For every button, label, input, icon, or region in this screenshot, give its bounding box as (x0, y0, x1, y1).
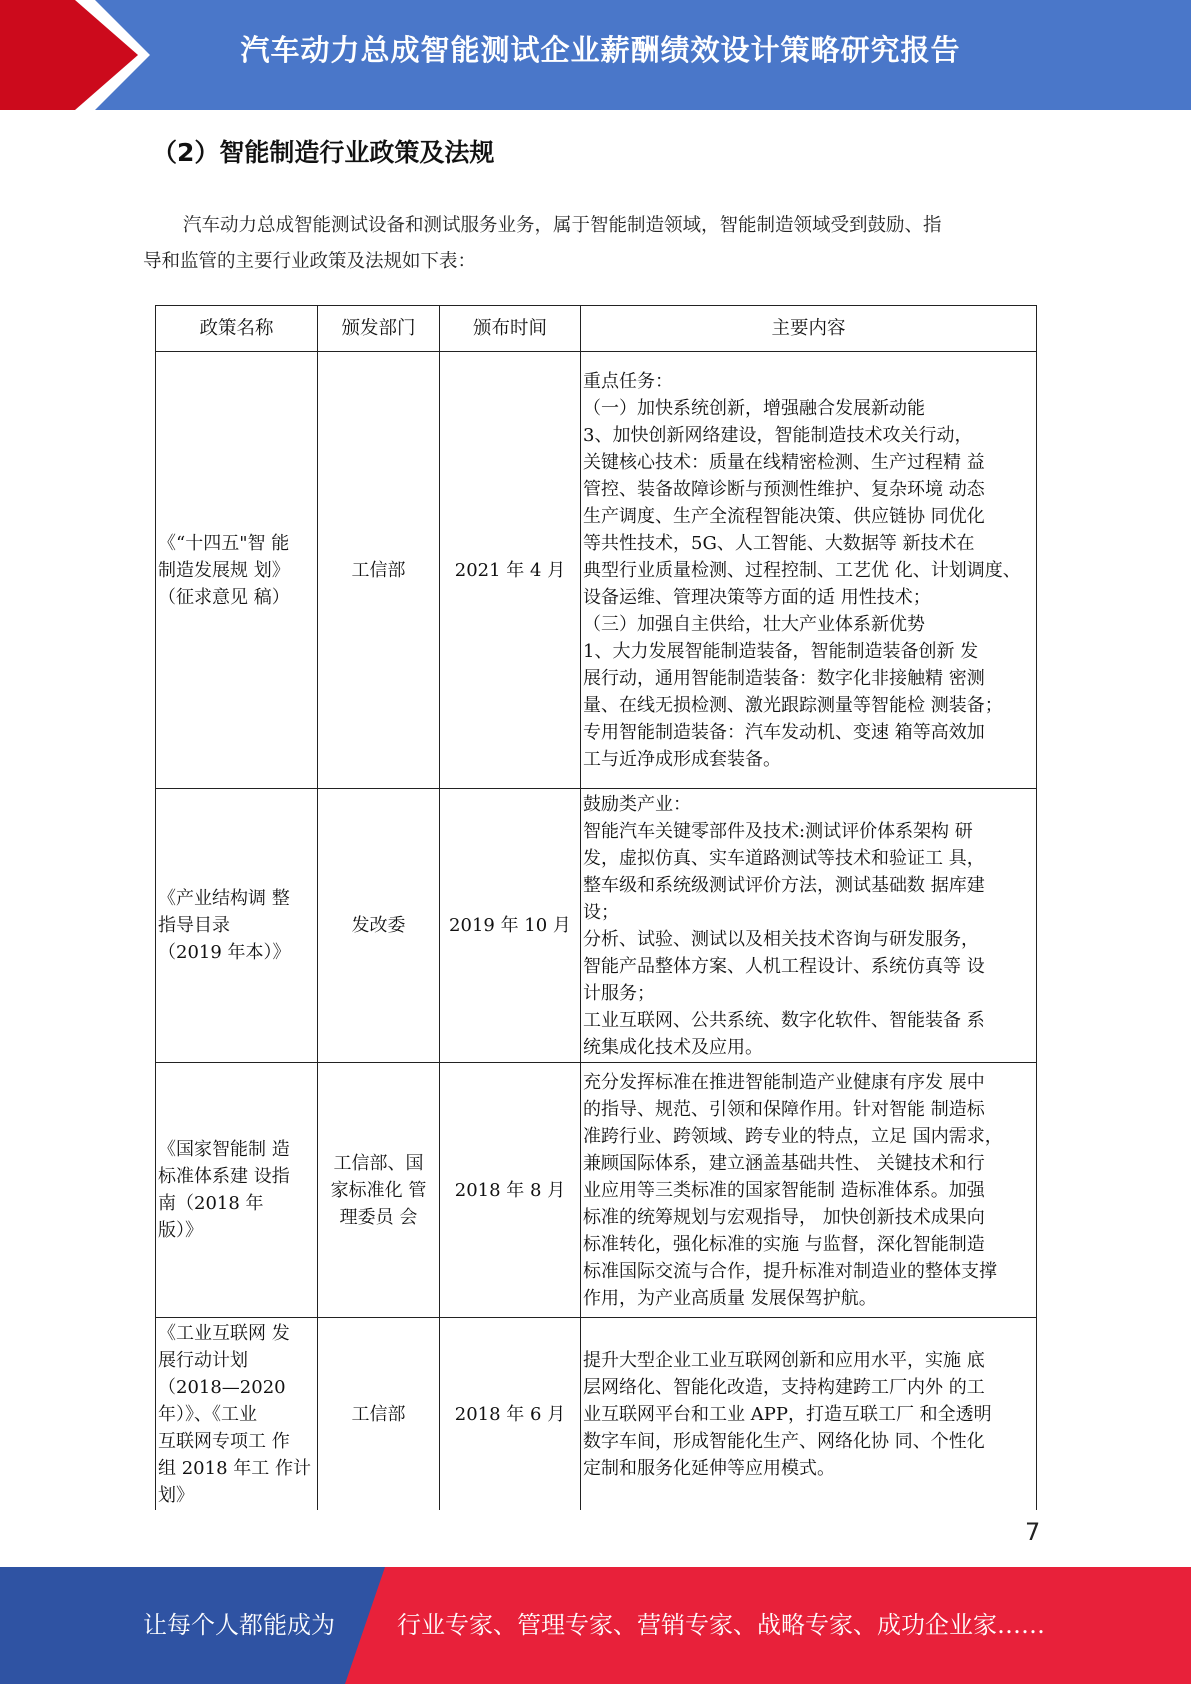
policy-name-line: 划》 (158, 1484, 194, 1506)
content-line: 等共性技术，5G、人工智能、大数据等 新技术在 (583, 532, 975, 554)
policy-name-line: 《国家智能制 造 (158, 1139, 290, 1160)
policy-name-line: 展行动计划 (158, 1349, 248, 1371)
content-cell (581, 1063, 1037, 1318)
content-line: 定制和服务化延伸等应用模式。 (583, 1457, 835, 1479)
policy-name-line: 版）》 (158, 1220, 203, 1241)
content-line: （一）加快系统创新，增强融合发展新动能 (583, 397, 925, 419)
content-line: （三）加强自主供给，壮大产业体系新优势 (583, 613, 925, 635)
policy-name-line: （2019 年本）》 (158, 942, 291, 963)
table-row (156, 352, 1037, 789)
content-cell (581, 789, 1037, 1063)
intro-paragraph (143, 208, 1045, 280)
department-line: 家标准化 管 (330, 1179, 427, 1201)
policy-name-line: 组 2018 年工 作计 (158, 1457, 311, 1479)
content-cell (581, 1318, 1037, 1511)
content-line: 业互联网平台和工业 APP，打造互联工厂 和全透明 (583, 1403, 992, 1425)
content-line: 计服务； (583, 982, 655, 1004)
table-row (156, 1318, 1037, 1511)
policy-table (155, 305, 1037, 1510)
header-date: 颁布时间 (440, 306, 581, 352)
department-line: 发改委 (351, 915, 406, 936)
footer-slogan-right: 行业专家、管理专家、营销专家、战略专家、成功企业家…… (397, 1611, 1045, 1639)
policy-name-line: 标准体系建 设指 (158, 1166, 290, 1187)
content-line: 标准的统筹规划与宏观指导， 加快创新技术成果向 (583, 1206, 985, 1228)
content-line: 整车级和系统级测试评价方法，测试基础数 据库建 (583, 874, 985, 896)
content-line: 3、加快创新网络建设，智能制造技术攻关行动， (583, 424, 973, 446)
policy-name-line: 《“十四五"智 能 (158, 532, 290, 554)
footer-slogan-left: 让每个人都能成为 (143, 1611, 335, 1639)
table-row (156, 1063, 1037, 1318)
content-line: 数字车间，形成智能化生产、网络化协 同、个性化 (583, 1430, 985, 1452)
content-line: 发，虚拟仿真、实车道路测试等技术和验证工 具， (583, 847, 985, 869)
content-line: 提升大型企业工业互联网创新和应用水平，实施 底 (583, 1349, 985, 1371)
content-line: 准跨行业、跨领域、跨专业的特点，立足 国内需求， (583, 1125, 1003, 1147)
date-cell: 2018 年 6 月 (440, 1318, 581, 1511)
content-line: 工与近净成形成套装备。 (583, 748, 781, 770)
department-cell (318, 352, 440, 789)
policy-name-line: （2018—2020 (158, 1376, 286, 1398)
policy-name-line: 互联网专项工 作 (158, 1430, 290, 1452)
content-line: 设备运维、管理决策等方面的适 用性技术； (583, 586, 931, 608)
content-line: 典型行业质量检测、过程控制、工艺优 化、计划调度、 (583, 559, 1021, 581)
department-cell (318, 1318, 440, 1511)
header-policy-name: 政策名称 (156, 306, 318, 352)
report-title: 汽车动力总成智能测试企业薪酬绩效设计策略研究报告 (240, 33, 961, 67)
content-line: 层网络化、智能化改造，支持构建跨工厂内外 的工 (583, 1376, 985, 1398)
department-line: 工信部、国 (333, 1152, 424, 1174)
policy-name-line: 《产业结构调 整 (158, 888, 290, 909)
department-line: 理委员 会 (339, 1206, 418, 1228)
department-cell (318, 789, 440, 1063)
section-title: （2）智能制造行业政策及法规 (152, 138, 495, 167)
content-line: 量、在线无损检测、激光跟踪测量等智能检 测装备； (583, 694, 1003, 716)
date-cell: 2021 年 4 月 (440, 352, 581, 789)
intro-line-1: 汽车动力总成智能测试设备和测试服务业务，属于智能制造领域，智能制造领域受到鼓励、指 (183, 215, 942, 236)
policy-name-line: 南（2018 年 (158, 1193, 264, 1214)
content-line: 作用，为产业高质量 发展保驾护航。 (583, 1287, 877, 1309)
content-line: 设； (583, 901, 619, 923)
content-cell (581, 352, 1037, 789)
department-cell (318, 1063, 440, 1318)
header-chevron (0, 0, 138, 110)
content-line: 智能产品整体方案、人机工程设计、系统仿真等 设 (583, 955, 985, 977)
date-cell: 2018 年 8 月 (440, 1063, 581, 1318)
department-line: 工信部 (351, 1403, 406, 1425)
table-header-row (156, 306, 1037, 352)
content-line: 鼓励类产业： (583, 793, 691, 815)
header-department: 颁发部门 (318, 306, 440, 352)
content-line: 生产调度、生产全流程智能决策、供应链协 同优化 (583, 505, 985, 527)
page-footer (0, 1567, 1191, 1684)
policy-name-line: 年）》、《工业 (158, 1403, 257, 1425)
content-line: 1、大力发展智能制造装备，智能制造装备创新 发 (583, 640, 979, 662)
policy-name-line: 制造发展规 划》 (158, 559, 290, 581)
department-line: 工信部 (351, 559, 406, 581)
content-line: 工业互联网、公共系统、数字化软件、智能装备 系 (583, 1009, 985, 1031)
page-header (0, 0, 1191, 110)
page-number: 7 (1025, 1518, 1041, 1546)
header-content: 主要内容 (581, 306, 1037, 352)
policy-name-cell (156, 1063, 318, 1318)
content-line: 管控、装备故障诊断与预测性维护、复杂环境 动态 (583, 478, 985, 500)
content-line: 关键核心技术：质量在线精密检测、生产过程精 益 (583, 451, 985, 473)
content-line: 业应用等三类标准的国家智能制 造标准体系。加强 (583, 1179, 985, 1201)
policy-name-cell (156, 1318, 318, 1511)
content-line: 的指导、规范、引领和保障作用。针对智能 制造标 (583, 1098, 985, 1120)
content-line: 重点任务： (583, 370, 673, 392)
content-line: 展行动，通用智能制造装备：数字化非接触精 密测 (583, 667, 985, 689)
date-cell: 2019 年 10 月 (440, 789, 581, 1063)
intro-line-2: 导和监管的主要行业政策及法规如下表： (143, 251, 477, 272)
content-line: 统集成化技术及应用。 (583, 1036, 763, 1058)
policy-name-cell (156, 352, 318, 789)
content-line: 充分发挥标准在推进智能制造产业健康有序发 展中 (583, 1071, 985, 1093)
policy-name-cell (156, 789, 318, 1063)
content-line: 标准国际交流与合作，提升标准对制造业的整体支撑 (583, 1260, 997, 1282)
policy-name-line: （征求意见 稿） (158, 586, 290, 608)
content-line: 兼顾国际体系，建立涵盖基础共性、 关键技术和行 (583, 1152, 985, 1174)
content-line: 智能汽车关键零部件及技术:测试评价体系架构 研 (583, 820, 973, 842)
content-line: 分析、试验、测试以及相关技术咨询与研发服务， (583, 928, 979, 950)
policy-name-line: 《工业互联网 发 (158, 1322, 290, 1344)
content-line: 标准转化，强化标准的实施 与监督，深化智能制造 (583, 1233, 985, 1255)
policy-name-line: 指导目录 (158, 915, 230, 936)
content-line: 专用智能制造装备：汽车发动机、变速 箱等高效加 (583, 721, 985, 743)
table-row (156, 789, 1037, 1063)
